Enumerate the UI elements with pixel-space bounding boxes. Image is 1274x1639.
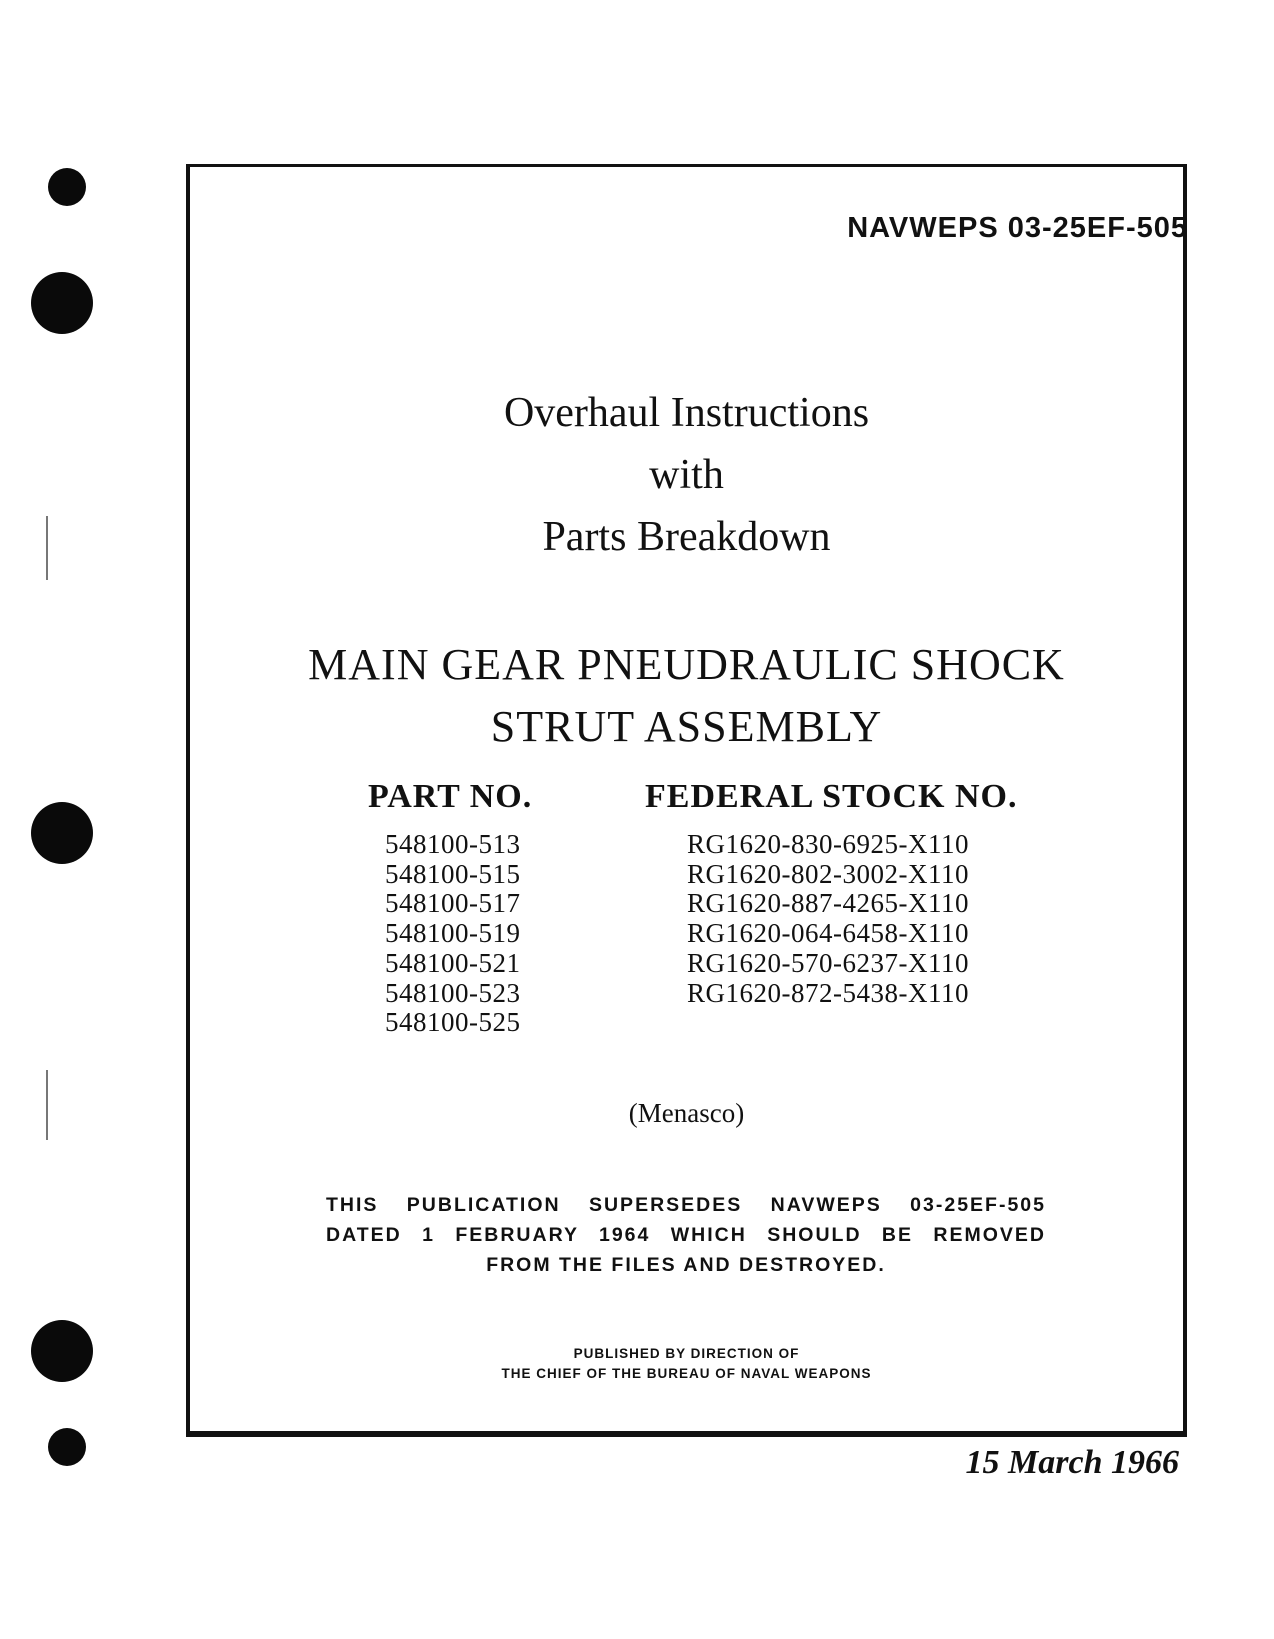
published-notice [186, 1344, 1187, 1384]
supersedes-line: DATED 1 FEBRUARY 1964 WHICH SHOULD BE REMOVED [326, 1224, 1046, 1246]
scan-mark [46, 516, 48, 580]
publication-date: 15 March 1966 [965, 1444, 1179, 1481]
supersedes-line: FROM THE FILES AND DESTROYED. [486, 1254, 886, 1276]
published-line: PUBLISHED BY DIRECTION OF [573, 1346, 800, 1361]
part-number: 548100-521 [385, 947, 521, 978]
stock-number: RG1620-872-5438-X110 [687, 977, 969, 1008]
stock-number-header: FEDERAL STOCK NO. [645, 778, 1018, 815]
scan-mark [46, 1070, 48, 1140]
stock-number: RG1620-802-3002-X110 [687, 858, 969, 889]
stock-number: RG1620-064-6458-X110 [687, 918, 969, 949]
subtitle-block [186, 382, 1187, 568]
part-number: 548100-519 [385, 918, 521, 949]
part-number-list [385, 830, 521, 1038]
title-block [186, 634, 1187, 758]
stock-number: RG1620-887-4265-X110 [687, 888, 969, 919]
part-number: 548100-517 [385, 888, 521, 919]
stock-number: RG1620-570-6237-X110 [687, 947, 969, 978]
part-number-header: PART NO. [368, 778, 533, 815]
published-line: THE CHIEF OF THE BUREAU OF NAVAL WEAPONS [501, 1366, 872, 1381]
punch-hole [31, 1320, 93, 1382]
subtitle-line: with [649, 452, 724, 498]
punch-hole [48, 1428, 86, 1466]
punch-hole [31, 802, 93, 864]
supersedes-line: THIS PUBLICATION SUPERSEDES NAVWEPS 03-25EF-505 [326, 1194, 1046, 1216]
title-line: STRUT ASSEMBLY [490, 702, 883, 751]
part-number: 548100-513 [385, 829, 521, 859]
subtitle-line: Overhaul Instructions [503, 390, 870, 436]
supersedes-notice [326, 1190, 1046, 1280]
subtitle-line: Parts Breakdown [542, 514, 831, 560]
punch-hole [48, 168, 86, 206]
stock-number: RG1620-830-6925-X110 [687, 829, 969, 859]
part-number: 548100-525 [385, 1007, 521, 1038]
part-number: 548100-515 [385, 858, 521, 889]
stock-number-list [687, 830, 969, 1008]
part-number: 548100-523 [385, 977, 521, 1008]
manufacturer: (Menasco) [628, 1098, 745, 1128]
title-line: MAIN GEAR PNEUDRAULIC SHOCK [308, 640, 1065, 689]
document-number: NAVWEPS 03-25EF-505 [847, 212, 1188, 244]
punch-hole [31, 272, 93, 334]
